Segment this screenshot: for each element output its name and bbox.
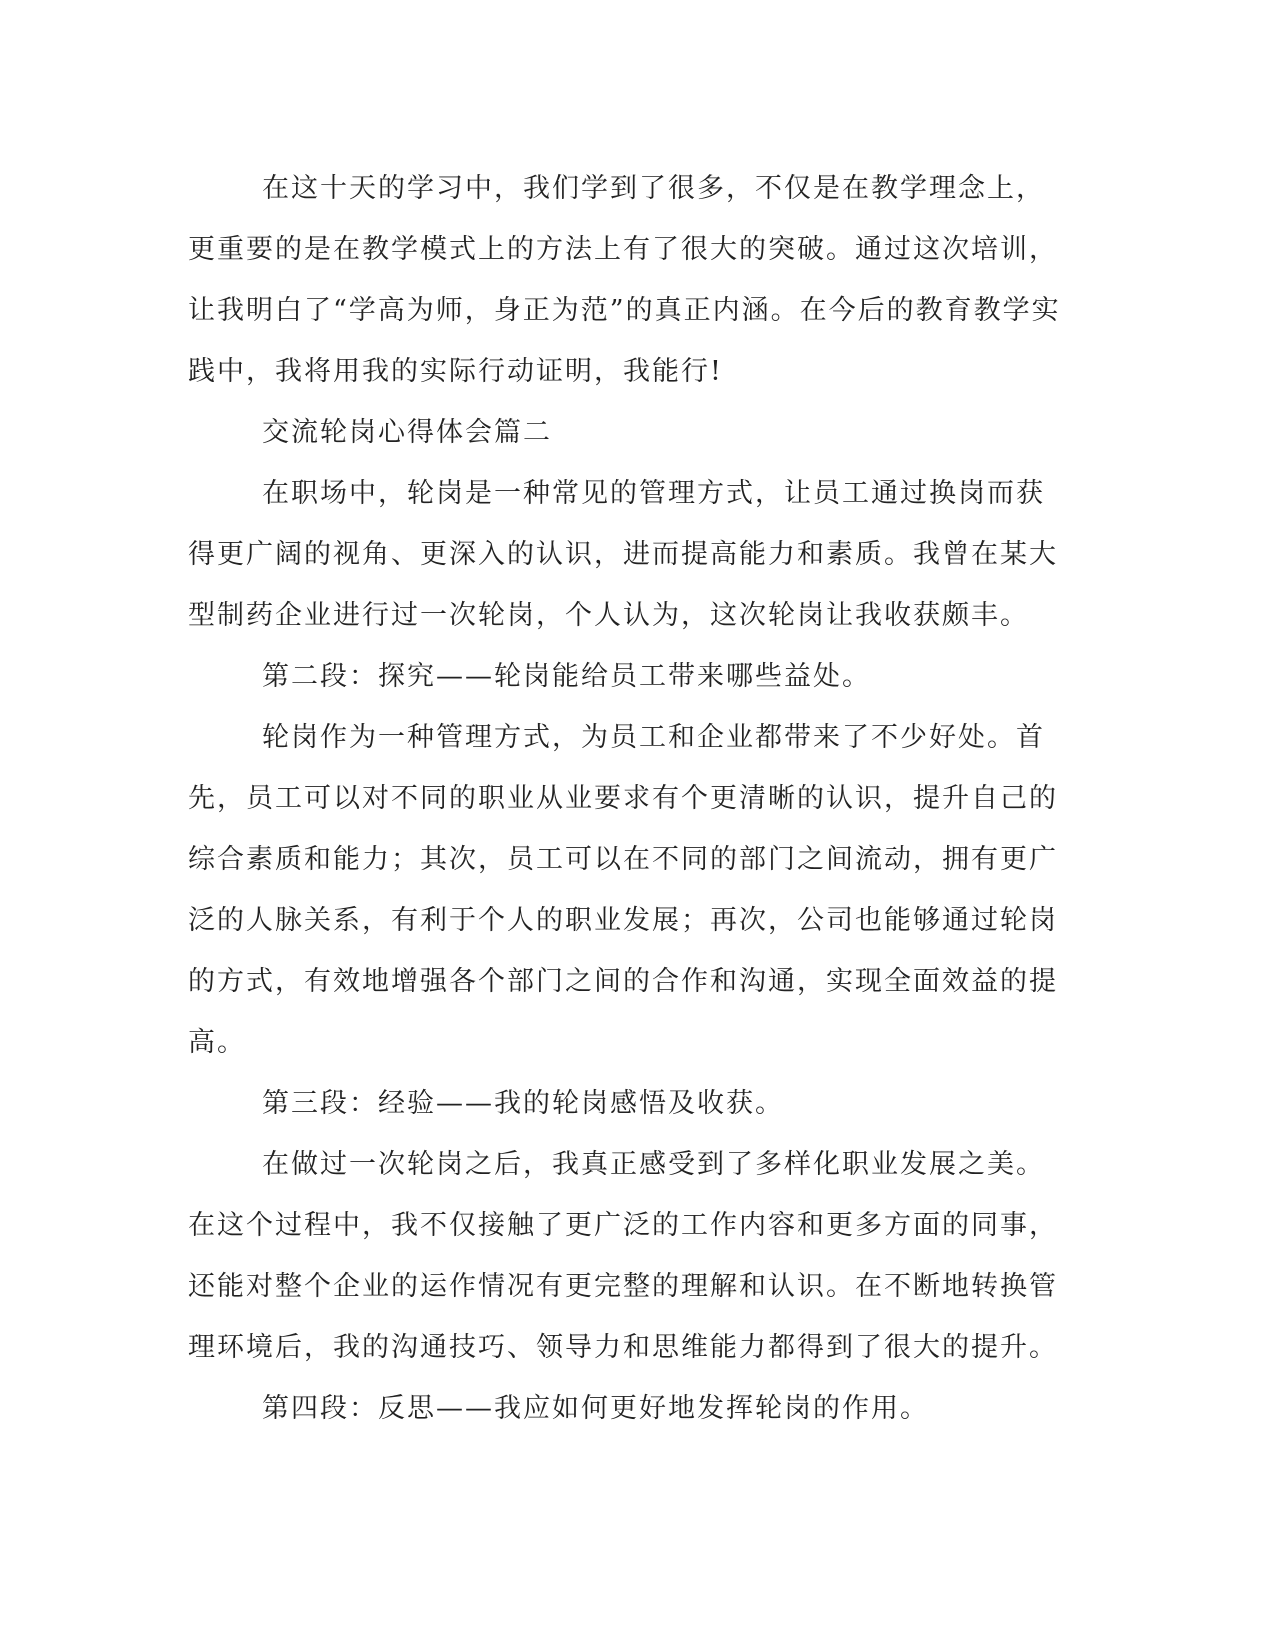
paragraph-experience: 在做过一次轮岗之后，我真正感受到了多样化职业发展之美。在这个过程中，我不仅接触了更广泛的工作内容和更多方面的同事，还能对整个企业的运作情况有更完整的理解和认识。在不断地转换管理环境后，我的沟通技巧、领导力和思维能力都得到了很大的提升。 <box>188 1149 1058 1363</box>
paragraph-benefits: 轮岗作为一种管理方式，为员工和企业都带来了不少好处。首先，员工可以对不同的职业从业要求有个更清晰的认识，提升自己的综合素质和能力；其次，员工可以在不同的部门之间流动，拥有更广泛的人脉关系，有利于个人的职业发展；再次，公司也能够通过轮岗的方式，有效地增强各个部门之间的合作和沟通，实现全面效益的提高。 <box>188 722 1058 1058</box>
document-body <box>188 158 1068 1439</box>
section-heading-3: 第三段：经验——我的轮岗感悟及收获。 <box>262 1088 784 1119</box>
article-title: 交流轮岗心得体会篇二 <box>262 417 552 448</box>
paragraph-intro: 在职场中，轮岗是一种常见的管理方式，让员工通过换岗而获得更广阔的视角、更深入的认识，进而提高能力和素质。我曾在某大型制药企业进行过一次轮岗，个人认为，这次轮岗让我收获颇丰。 <box>188 478 1058 631</box>
section-heading-2: 第二段：探究——轮岗能给员工带来哪些益处。 <box>262 661 871 692</box>
section-heading-4: 第四段：反思——我应如何更好地发挥轮岗的作用。 <box>262 1393 929 1424</box>
paragraph-training-reflection: 在这十天的学习中，我们学到了很多，不仅是在教学理念上，更重要的是在教学模式上的方法上有了很大的突破。通过这次培训，让我明白了“学高为师，身正为范”的真正内涵。在今后的教育教学实践中，我将用我的实际行动证明，我能行! <box>188 173 1061 387</box>
